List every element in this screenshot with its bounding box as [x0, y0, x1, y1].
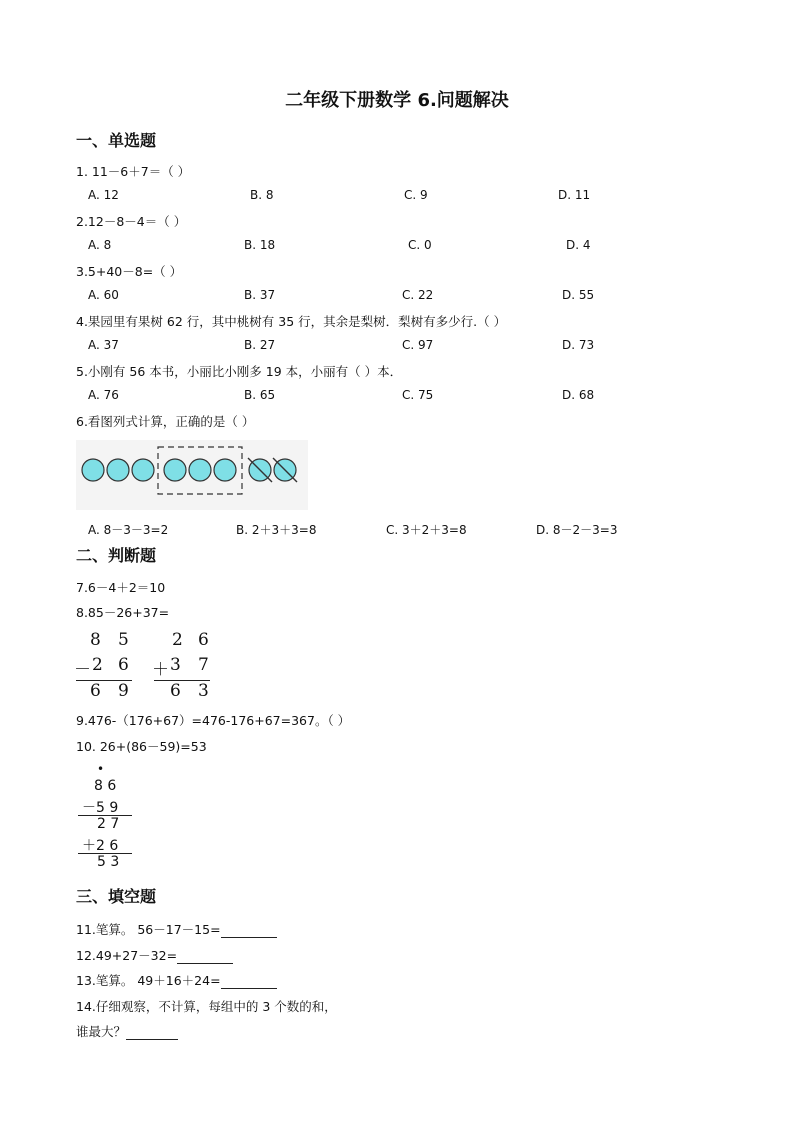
q10-carry-dot: •	[97, 762, 105, 776]
q8-right-top-tens: 2	[172, 630, 183, 650]
page-title: 二年级下册数学 6.问题解决	[285, 90, 509, 111]
q2-option-d[interactable]: D. 4	[566, 238, 591, 252]
question-5: 5.小刚有 56 本书，小丽比小刚多 19 本，小丽有（ ）本．	[76, 364, 403, 379]
q8-left-res-tens: 6	[90, 681, 101, 701]
question-6: 6.看图列式计算，正确的是（ ）	[76, 414, 255, 429]
question-9: 9.476-（176+67）=476-176+67=367。（ ）	[76, 713, 351, 728]
q14-answer-blank[interactable]	[126, 1027, 178, 1040]
question-14-line-2: 谁最大？	[76, 1022, 178, 1040]
q8-left-top-tens: 8	[90, 630, 101, 650]
q10-line-3: 2 7	[97, 816, 120, 832]
q3-option-b[interactable]: B. 37	[244, 288, 276, 302]
q8-right-res-tens: 6	[170, 681, 181, 701]
q11-answer-blank[interactable]	[221, 925, 277, 938]
circles-figure	[76, 440, 308, 510]
q10-line-2: －5 9	[82, 800, 119, 816]
q5-option-a[interactable]: A. 76	[88, 388, 119, 402]
q4-option-b[interactable]: B. 27	[244, 338, 276, 352]
question-10: 10. 26+(86－59)=53	[76, 739, 207, 754]
q5-option-d[interactable]: D. 68	[562, 388, 595, 402]
q4-option-d[interactable]: D. 73	[562, 338, 595, 352]
q8-left-mid-ones: 6	[118, 655, 129, 675]
circle-1	[82, 459, 104, 481]
q13-answer-blank[interactable]	[221, 976, 277, 989]
question-7: 7.6－4＋2＝10	[76, 580, 166, 595]
section-heading-fill-blank: 三、填空题	[76, 887, 157, 906]
q6-option-b[interactable]: B. 2＋3＋3=8	[236, 523, 317, 537]
q8-right-mid-tens: 3	[170, 655, 181, 675]
q10-line-1: 8 6	[94, 778, 117, 794]
q6-option-c[interactable]: C. 3＋2＋3=8	[386, 523, 467, 537]
question-12: 12.49+27－32=	[76, 946, 233, 964]
q3-option-c[interactable]: C. 22	[402, 288, 434, 302]
q8-left-sign: －	[74, 660, 91, 680]
circle-2	[107, 459, 129, 481]
q4-option-a[interactable]: A. 37	[88, 338, 119, 352]
circle-4	[164, 459, 186, 481]
q1-option-a[interactable]: A. 12	[88, 188, 119, 202]
q2-option-b[interactable]: B. 18	[244, 238, 276, 252]
question-1: 1. 11－6＋7＝（ ）	[76, 164, 191, 179]
q1-option-d[interactable]: D. 11	[558, 188, 591, 202]
q5-option-c[interactable]: C. 75	[402, 388, 434, 402]
question-2: 2.12－8－4＝（ ）	[76, 214, 187, 229]
q8-right-top-ones: 6	[198, 630, 209, 650]
question-14-line-1: 14.仔细观察，不计算，每组中的 3 个数的和，	[76, 999, 337, 1014]
question-8: 8.85－26+37=	[76, 605, 170, 620]
q8-left-res-ones: 9	[118, 681, 129, 701]
q2-option-a[interactable]: A. 8	[88, 238, 112, 252]
question-4: 4.果园里有果树 62 行，其中桃树有 35 行，其余是梨树．梨树有多少行.（ ）	[76, 314, 507, 329]
q8-left-mid-tens: 2	[92, 655, 103, 675]
q2-option-c[interactable]: C. 0	[408, 238, 432, 252]
question-13: 13.笔算。 49＋16＋24=	[76, 971, 277, 989]
circle-3	[132, 459, 154, 481]
q1-option-c[interactable]: C. 9	[404, 188, 428, 202]
q5-option-b[interactable]: B. 65	[244, 388, 276, 402]
q8-right-sign: ＋	[152, 660, 169, 680]
q8-right-res-ones: 3	[198, 681, 209, 701]
q10-line-5: 5 3	[97, 854, 120, 870]
q6-option-d[interactable]: D. 8－2－3=3	[536, 523, 618, 537]
q8-right-mid-ones: 7	[198, 655, 209, 675]
section-heading-true-false: 二、判断题	[76, 546, 157, 565]
q1-option-b[interactable]: B. 8	[250, 188, 274, 202]
q10-line-4: ＋2 6	[82, 838, 119, 854]
q12-answer-blank[interactable]	[177, 951, 233, 964]
q6-option-a[interactable]: A. 8－3－3=2	[88, 523, 169, 537]
q8-left-top-ones: 5	[118, 630, 129, 650]
section-heading-single-choice: 一、单选题	[76, 131, 157, 150]
q3-option-a[interactable]: A. 60	[88, 288, 119, 302]
q3-option-d[interactable]: D. 55	[562, 288, 595, 302]
question-11: 11.笔算。 56－17－15=	[76, 920, 277, 938]
q4-option-c[interactable]: C. 97	[402, 338, 434, 352]
circle-5	[189, 459, 211, 481]
circle-6	[214, 459, 236, 481]
question-3: 3.5+40－8=（ ）	[76, 264, 183, 279]
